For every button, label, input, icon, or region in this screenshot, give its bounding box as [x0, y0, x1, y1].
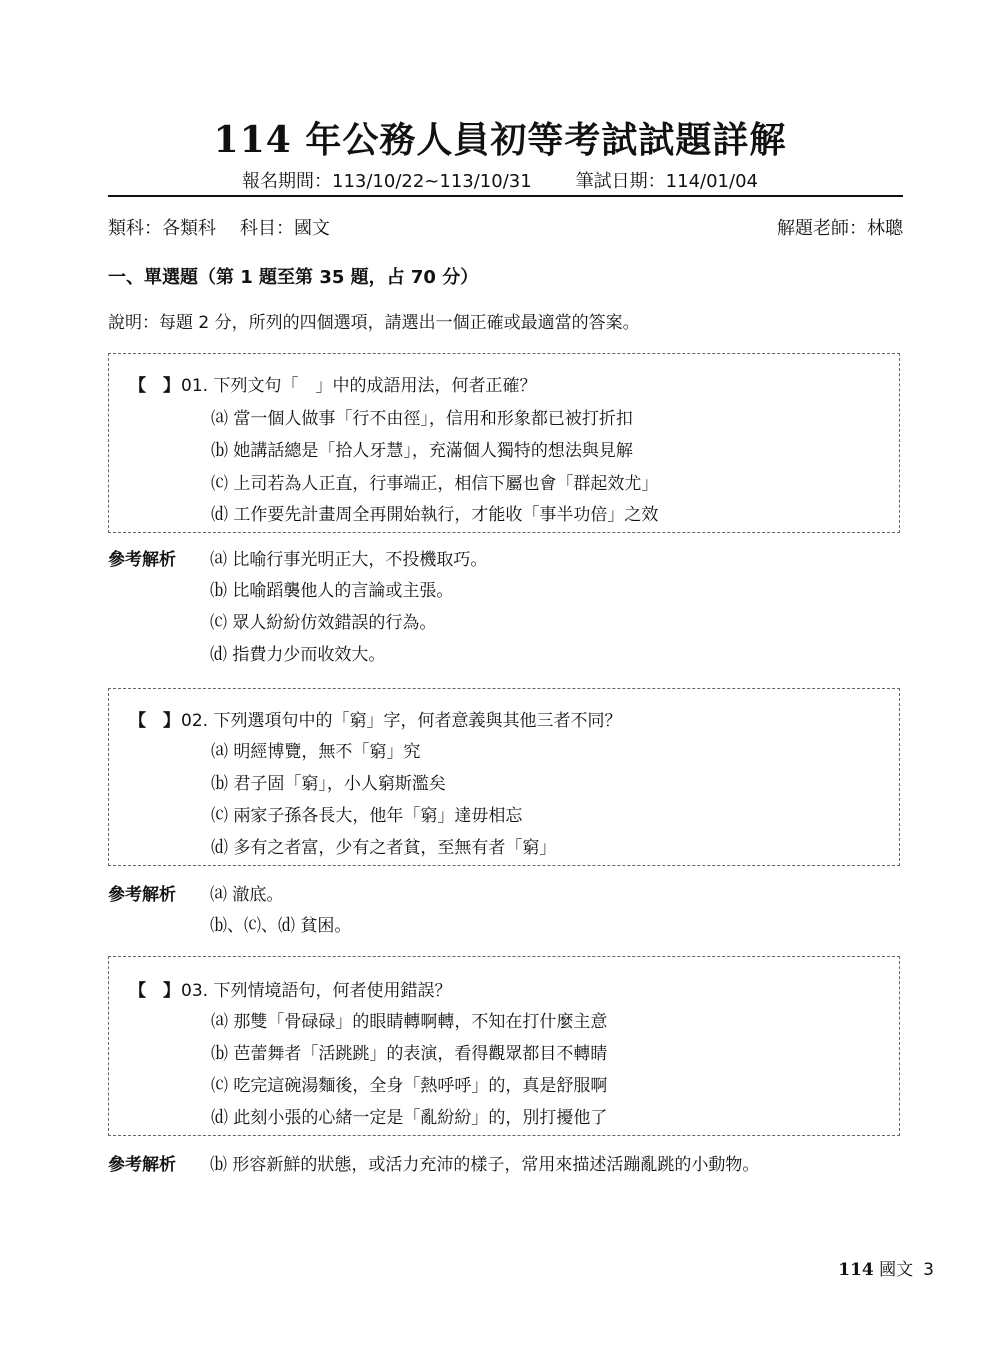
exam-dates	[0, 167, 1000, 193]
answer-bracket: 【 】	[129, 981, 180, 1001]
option-a: ⒜ 那雙「骨碌碌」的眼睛轉啊轉，不知在打什麼主意	[211, 1012, 608, 1032]
option-d: ⒟ 此刻小張的心緒一定是「亂紛紛」的，別打擾他了	[211, 1108, 608, 1128]
answer-label-2: 參考解析	[108, 885, 176, 905]
question-stem-1	[129, 371, 536, 396]
option-d: ⒟ 多有之者富，少有之者貧，至無有者「窮」	[211, 838, 557, 858]
option-a: ⒜ 當一個人做事「行不由徑」，信用和形象都已被打折扣	[211, 409, 633, 429]
option-b: ⒝ 她講話總是「拾人牙慧」，充滿個人獨特的想法與見解	[211, 441, 633, 461]
option-d: ⒟ 工作要先計畫周全再開始執行，才能收「事半功倍」之效	[211, 505, 659, 525]
answer-bracket: 【 】	[129, 376, 180, 396]
section-instruction: 說明：每題 2 分，所列的四個選項，請選出一個正確或最適當的答案。	[108, 313, 640, 333]
exam-date: 筆試日期：114/01/04	[575, 171, 758, 192]
teacher-label: 解題老師：林聰	[777, 218, 903, 239]
header-rule	[108, 195, 903, 197]
page-title: 114 年公務人員初等考試試題詳解	[213, 119, 787, 161]
question-text: 02. 下列選項句中的「窮」字，何者意義與其他三者不同？	[181, 711, 622, 731]
answer-line: ⒞ 眾人紛紛仿效錯誤的行為。	[210, 613, 437, 633]
option-c: ⒞ 上司若為人正直，行事端正，相信下屬也會「群起效尤」	[211, 474, 659, 494]
option-b: ⒝ 君子固「窮」，小人窮斯濫矣	[211, 774, 446, 794]
answer-label-3: 參考解析	[108, 1155, 176, 1175]
answer-line: ⒟ 指費力少而收效大。	[210, 645, 386, 665]
option-c: ⒞ 吃完這碗湯麵後，全身「熱呼呼」的，真是舒服啊	[211, 1076, 608, 1096]
question-stem-2	[129, 706, 621, 731]
option-a: ⒜ 明經博覽，無不「窮」究	[211, 742, 421, 762]
answer-bracket: 【 】	[129, 711, 180, 731]
registration-period: 報名期間：113/10/22~113/10/31	[242, 171, 532, 192]
footer-year: 114	[838, 1260, 874, 1280]
answer-line: ⒜ 澈底。	[210, 885, 284, 905]
option-b: ⒝ 芭蕾舞者「活跳跳」的表演，看得觀眾都目不轉睛	[211, 1044, 608, 1064]
question-box-3	[108, 956, 900, 1136]
section-heading: 一、單選題（第 1 題至第 35 題，占 70 分）	[108, 267, 479, 288]
answer-line: ⒝、⒞、⒟ 貧困。	[210, 916, 352, 936]
subject-label: 科目：國文	[240, 218, 330, 239]
question-box-2	[108, 688, 900, 866]
option-c: ⒞ 兩家子孫各長大，他年「窮」達毋相忘	[211, 806, 523, 826]
footer-subject: 國文	[879, 1260, 914, 1280]
page-number: 3	[923, 1260, 934, 1280]
answer-line: ⒝ 比喻蹈襲他人的言論或主張。	[210, 581, 454, 601]
question-text: 01. 下列文句「 」中的成語用法，何者正確？	[181, 376, 537, 396]
answer-label-1: 參考解析	[108, 550, 176, 570]
exam-info	[108, 214, 330, 240]
answer-line: ⒜ 比喻行事光明正大，不投機取巧。	[210, 550, 488, 570]
question-stem-3	[129, 976, 451, 1001]
question-text: 03. 下列情境語句，何者使用錯誤？	[181, 981, 452, 1001]
category-label: 類科：各類科	[108, 218, 216, 239]
question-box-1	[108, 353, 900, 533]
page-footer	[838, 1255, 934, 1280]
answer-line: ⒝ 形容新鮮的狀態，或活力充沛的樣子，常用來描述活蹦亂跳的小動物。	[210, 1155, 760, 1175]
